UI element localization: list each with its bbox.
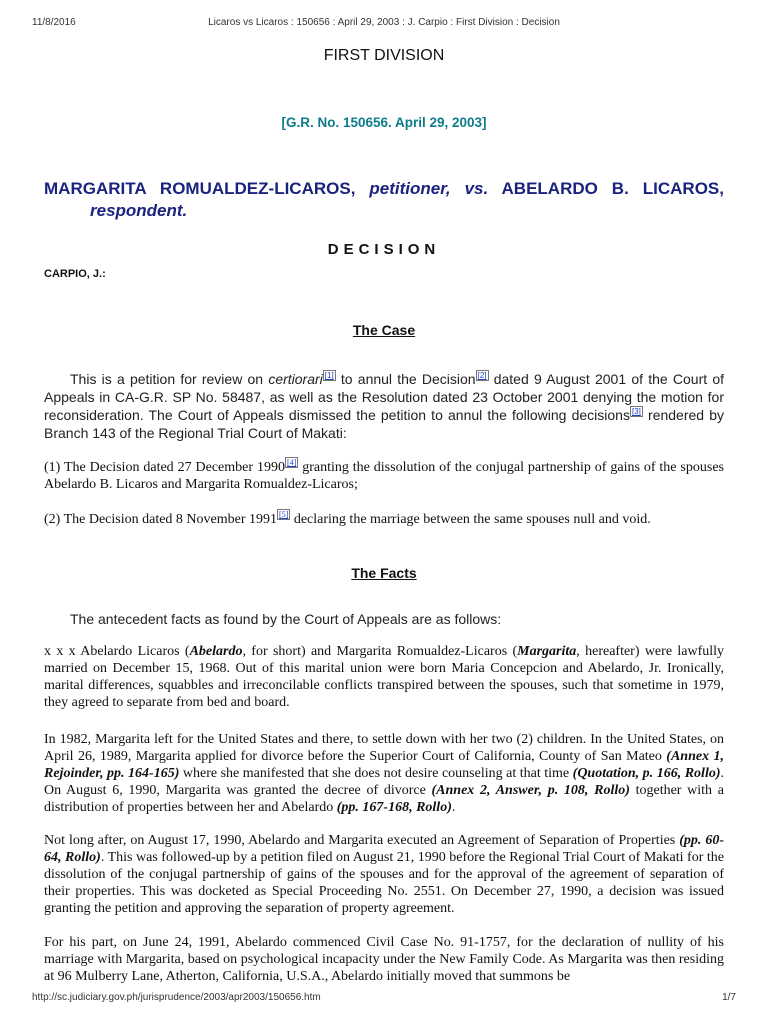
respondent-role: respondent. <box>90 201 188 220</box>
case-section-heading: The Case <box>352 322 416 338</box>
petitioner-name: MARGARITA ROMUALDEZ-LICAROS, <box>44 179 356 198</box>
page-number: 1/7 <box>722 992 736 1003</box>
print-header <box>0 17 768 31</box>
fact2-text-5: . <box>451 800 456 815</box>
fact2-ref-1: (Annex 1, Rejoinder, pp. 164-165) <box>44 749 724 781</box>
fact2-text-3: . On August 6, 1990, Margarita was granted the decree of divorce <box>44 766 724 798</box>
facts-section-heading: The Facts <box>351 565 417 581</box>
print-date: 11/8/2016 <box>32 17 76 28</box>
fact3-text-1: Not long after, on August 17, 1990, Abelardo and Margarita executed an Agreement of Separation of Properties <box>44 833 680 848</box>
respondent-name: ABELARDO B. LICAROS, <box>501 179 724 198</box>
item1-text-2: granting the dissolution of the conjugal partnership of gains of the spouses Abelardo B. Licaros and Margarita Romualdez-Licaros; <box>44 460 724 492</box>
gr-number: [G.R. No. 150656. April 29, 2003] <box>281 115 487 130</box>
case-text-3: to annul the Decision <box>335 371 476 387</box>
facts-intro-text: The antecedent facts as found by the Court of Appeals are as follows: <box>70 611 502 627</box>
fact1-abelardo: Abelardo <box>189 644 243 659</box>
fact4-text-1: For his part, on June 24, 1991, Abelardo commenced Civil Case No. 91-1757, for the declaration of nullity of his marriage with Margarita, based on psychological incapacity under the New Family Code. As Margarita was then residing at 96 Mulberry Lane, Atherton, California, U.S.A., Abelardo initially moved that summons be <box>44 935 724 984</box>
fact2-text-4: together with a distribution of properties between her and Abelardo <box>44 783 724 815</box>
footnote-link-2[interactable]: [2] <box>477 371 487 381</box>
footnote-link-3[interactable]: [3] <box>631 407 641 417</box>
fact1-text-2: , for short) and Margarita Romualdez-Licaros ( <box>242 644 518 659</box>
case-text-5: rendered by Branch 143 of the Regional Trial Court of Makati: <box>44 407 724 441</box>
print-url: http://sc.judiciary.gov.ph/jurisprudence/2003/apr2003/150656.htm <box>32 992 321 1003</box>
item2-text-1: (2) The Decision dated 8 November 1991 <box>44 512 278 527</box>
fact-paragraph-3 <box>44 832 724 917</box>
petitioner-role: petitioner, <box>369 179 451 198</box>
fact-paragraph-1 <box>44 643 724 711</box>
fact-paragraph-4 <box>44 934 724 985</box>
fact3-ref-1: (pp. 60-64, Rollo) <box>44 833 724 865</box>
fact-paragraph-2 <box>44 731 724 816</box>
footnote-link-1[interactable]: [1] <box>324 371 334 381</box>
case-text-certiorari: certiorari <box>268 371 323 387</box>
fact2-ref-4: (pp. 167-168, Rollo) <box>336 800 452 815</box>
versus-label: vs. <box>464 179 489 198</box>
facts-intro <box>44 610 724 628</box>
fact3-text-2: . This was followed-up by a petition filed on August 21, 1990 before the Regional Trial Court of Makati for the dissolution of the conjugal partnership of gains of the spouses and for the approval of the agreement of separation of their properties. This was docketed as Special Proceeding No. 2551. On December 27, 1990, a decision was issued granting the petition and approving the separation of property agreement. <box>44 850 724 916</box>
footnote-link-5[interactable]: [5] <box>279 510 289 520</box>
case-paragraph <box>44 370 724 442</box>
case-text-4: dated 9 August 2001 of the Court of Appeals in CA-G.R. SP No. 58487, as well as the Resolution dated 23 October 2001 denying the motion for reconsideration. The Court of Appeals dismissed the petition to annul the following decisions <box>44 371 724 423</box>
fact2-ref-3: (Annex 2, Answer, p. 108, Rollo) <box>431 783 630 798</box>
fact2-text-2: where she manifested that she does not desire counseling at that time <box>179 766 573 781</box>
fact2-text-1: In 1982, Margarita left for the United States and there, to settle down with her two (2) children. In the United States, on April 26, 1989, Margarita applied for divorce before the Superior Court of California, County of San Mateo <box>44 732 724 764</box>
division-title: FIRST DIVISION <box>323 47 445 64</box>
fact2-ref-2: (Quotation, p. 166, Rollo) <box>572 766 721 781</box>
case-parties <box>44 178 724 200</box>
print-footer <box>0 992 768 1006</box>
ponente: CARPIO, J.: <box>44 268 106 280</box>
fact1-margarita: Margarita <box>517 644 577 659</box>
fact1-text-1: x x x Abelardo Licaros ( <box>44 644 190 659</box>
item2-text-2: declaring the marriage between the same spouses null and void. <box>290 512 651 527</box>
decision-item-1 <box>44 459 724 493</box>
fact1-text-3: , hereafter) were lawfully married on December 15, 1968. Out of this marital union were born Maria Concepcion and Abelardo, Jr. Ironically, marital differences, squabbles and irreconcilable conflicts transpired between the spouses, such that sometime in 1979, they agreed to separate from bed and board. <box>44 644 725 710</box>
decision-item-2 <box>44 511 724 528</box>
case-text-1: This is a petition for review on <box>70 371 269 387</box>
item1-text-1: (1) The Decision dated 27 December 1990 <box>44 460 285 475</box>
footnote-link-4[interactable]: [4] <box>286 458 297 468</box>
decision-heading: DECISION <box>327 241 441 258</box>
print-doc-title: Licaros vs Licaros : 150656 : April 29, 2003 : J. Carpio : First Division : Decision <box>208 17 560 28</box>
